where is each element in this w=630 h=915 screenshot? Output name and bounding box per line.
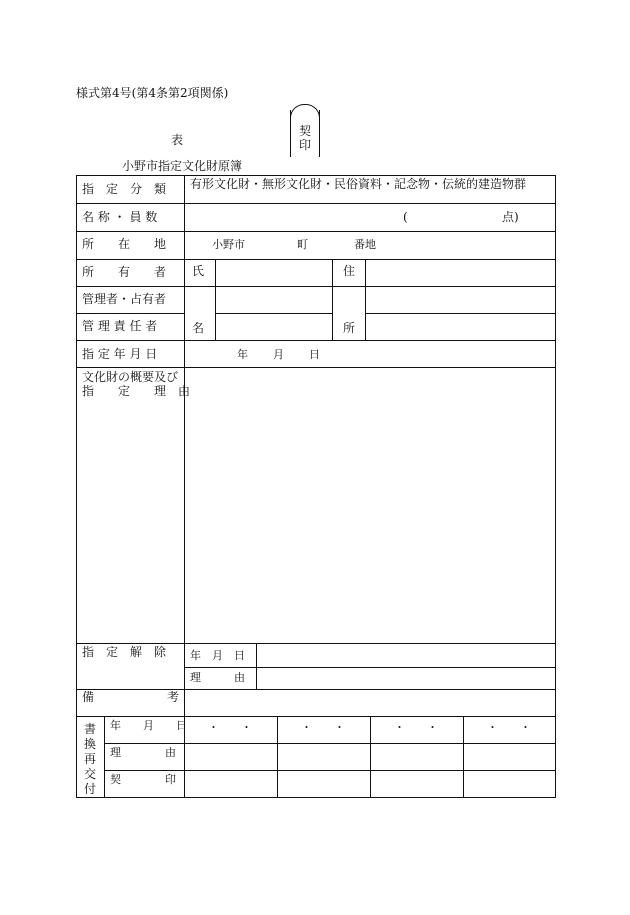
address-col-bottom: 所 [343, 321, 356, 335]
reissue-char: 書 [84, 722, 97, 736]
row-line [77, 203, 555, 204]
row-line [104, 770, 555, 771]
col-line [463, 716, 464, 797]
remarks-label-left: 備 [82, 690, 95, 704]
reissue-char: 交 [84, 767, 97, 781]
form-number: 様式第4号(第4条第2項関係) [76, 86, 229, 100]
designation-date-year: 年 [237, 348, 248, 361]
row-line [215, 313, 332, 314]
row-line [365, 313, 555, 314]
name-col-bottom: 名 [192, 321, 205, 335]
remarks-label-right: 考 [167, 690, 180, 704]
reissue-vertical-label [84, 722, 98, 797]
col-line [277, 716, 278, 797]
reissue-char: 換 [84, 737, 97, 751]
row-line [77, 716, 555, 717]
reissue-date-placeholder-3: ・ ・ [394, 721, 438, 734]
responsible-manager-label: 管 理 責 任 者 [82, 319, 158, 333]
name-count-label: 名 称 ・ 員 数 [82, 210, 158, 224]
address-col-top: 住 [343, 264, 356, 278]
reissue-date-placeholder-2: ・ ・ [301, 721, 345, 734]
row-line [104, 743, 555, 744]
count-unit: 点) [502, 210, 519, 224]
side-label: 表 [171, 133, 184, 147]
cancellation-label: 指 定 解 除 [82, 645, 167, 659]
location-town: 町 [297, 238, 308, 251]
col-line [332, 259, 333, 340]
seal-box-cap [290, 104, 320, 119]
row-line [77, 231, 555, 232]
row-line [77, 340, 555, 341]
name-col-top: 氏 [192, 264, 205, 278]
col-line [370, 716, 371, 797]
designation-category-label: 指 定 分 類 [82, 182, 167, 196]
row-line [77, 367, 555, 368]
row-line [77, 286, 555, 287]
page-title: 小野市指定文化財原簿 [122, 159, 243, 173]
cancellation-date-label: 年 月 日 [190, 649, 245, 662]
row-line [77, 313, 184, 314]
overview-label-line2: 指 定 理 由 [82, 384, 191, 398]
manager-occupant-label: 管理者・占有者 [82, 292, 167, 306]
row-line [77, 643, 555, 644]
owner-label: 所 有 者 [82, 265, 167, 279]
row-line [77, 259, 555, 260]
row-line [184, 667, 555, 668]
reissue-char: 再 [84, 752, 97, 766]
designation-date-label: 指 定 年 月 日 [82, 347, 158, 361]
reissue-char: 付 [84, 782, 97, 796]
col-line [184, 176, 185, 797]
col-line [365, 259, 366, 340]
seal-label-1: 契 [298, 124, 311, 138]
location-lot: 番地 [354, 238, 376, 251]
row-line [77, 689, 555, 690]
reissue-date-placeholder-4: ・ ・ [487, 721, 531, 734]
col-line [215, 259, 216, 340]
reissue-date-label: 年 月 日 [110, 719, 187, 732]
col-line [256, 643, 257, 689]
designation-date-day: 日 [309, 348, 320, 361]
location-label: 所 在 地 [82, 237, 167, 251]
reissue-date-placeholder-1: ・ ・ [208, 721, 252, 734]
reissue-reason-label: 理 由 [110, 746, 176, 759]
location-city: 小野市 [212, 238, 245, 251]
overview-label-line1: 文化財の概要及び [82, 370, 179, 384]
seal-box-label [291, 124, 319, 152]
seal-box [290, 110, 320, 157]
cancellation-reason-label: 理 由 [190, 671, 245, 684]
designation-category-options: 有形文化財・無形文化財・民俗資料・記念物・伝統的建造物群 [190, 177, 527, 191]
count-paren-open: ( [403, 210, 408, 224]
col-line [104, 716, 105, 797]
seal-label-2: 印 [298, 138, 311, 152]
reissue-seal-label: 契 印 [110, 773, 176, 786]
designation-date-month: 月 [273, 348, 284, 361]
